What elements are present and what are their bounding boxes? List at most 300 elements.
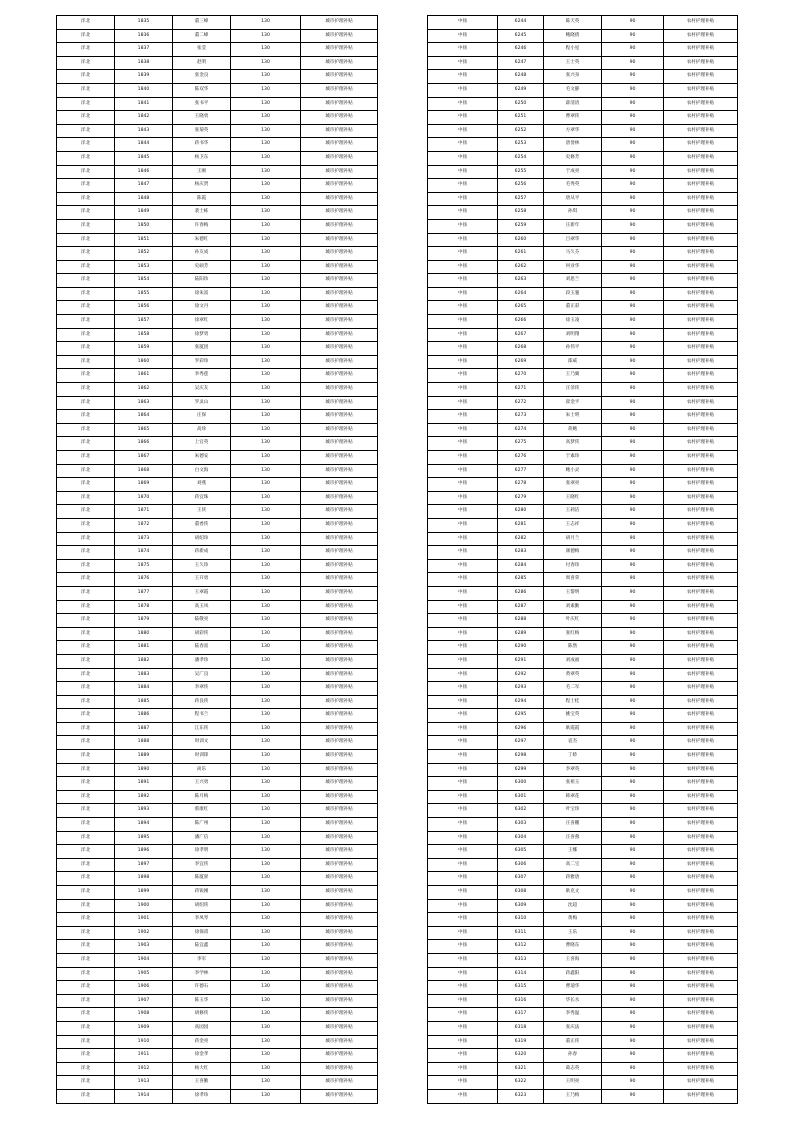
table-cell: 1905 [115, 967, 173, 981]
table-cell: 1899 [115, 886, 173, 900]
table-cell: 城市护理补贴 [301, 831, 378, 845]
table-row [428, 287, 738, 301]
table-cell: 130 [231, 124, 301, 138]
table-cell: 中扬 [428, 858, 498, 872]
table-cell: 农村护理补贴 [664, 219, 738, 233]
table-cell: 中扬 [428, 410, 498, 424]
table-cell: 1840 [115, 83, 173, 97]
table-cell: 中扬 [428, 423, 498, 437]
table-row [57, 97, 378, 111]
table-cell: 1879 [115, 614, 173, 628]
table-row [57, 383, 378, 397]
table-cell: 洋北 [57, 342, 115, 356]
table-cell: 90 [602, 1062, 664, 1076]
table-cell: 130 [231, 1049, 301, 1063]
table-cell: 洋北 [57, 383, 115, 397]
table-cell: 130 [231, 1062, 301, 1076]
table-cell: 城市护理补贴 [301, 505, 378, 519]
table-cell: 1846 [115, 165, 173, 179]
table-cell: 中扬 [428, 369, 498, 383]
table-cell: 陈玉华 [173, 994, 231, 1008]
table-cell: 农村护理补贴 [664, 586, 738, 600]
table-cell: 中扬 [428, 981, 498, 995]
table-cell: 洋北 [57, 559, 115, 573]
right-table-body [428, 16, 738, 1104]
table-row [428, 464, 738, 478]
table-cell: 时训锋 [173, 750, 231, 764]
table-cell: 城市护理补贴 [301, 111, 378, 125]
table-cell: 洋北 [57, 1089, 115, 1103]
table-row [57, 994, 378, 1008]
table-cell: 农村护理补贴 [664, 301, 738, 315]
table-cell: 孙春 [544, 1049, 602, 1063]
table-cell: 中扬 [428, 546, 498, 560]
table-cell: 130 [231, 383, 301, 397]
table-cell: 城市护理补贴 [301, 260, 378, 274]
table-cell: 1891 [115, 777, 173, 791]
table-cell: 鲍小灵 [544, 464, 602, 478]
table-row [57, 165, 378, 179]
table-cell: 6244 [498, 16, 544, 30]
table-cell: 陈天英 [544, 16, 602, 30]
table-cell: 刘燕 [173, 478, 231, 492]
table-cell: 90 [602, 124, 664, 138]
table-cell: 90 [602, 151, 664, 165]
table-row [57, 83, 378, 97]
table-cell: 潘广信 [173, 831, 231, 845]
table-cell: 90 [602, 1089, 664, 1103]
table-cell: 130 [231, 1076, 301, 1090]
table-cell: 6262 [498, 260, 544, 274]
table-row [428, 451, 738, 465]
table-cell: 城市护理补贴 [301, 913, 378, 927]
table-row [57, 600, 378, 614]
table-row [428, 43, 738, 57]
table-row [428, 124, 738, 138]
table-row [57, 953, 378, 967]
table-cell: 6298 [498, 750, 544, 764]
table-cell: 毛秀英 [544, 179, 602, 193]
table-cell: 洋北 [57, 29, 115, 43]
table-cell: 中扬 [428, 219, 498, 233]
table-cell: 中扬 [428, 396, 498, 410]
table-cell: 6275 [498, 437, 544, 451]
table-cell: 1878 [115, 600, 173, 614]
table-cell: 曹晓东 [544, 940, 602, 954]
table-row [57, 247, 378, 261]
table-cell: 洋北 [57, 165, 115, 179]
table-cell: 洋北 [57, 600, 115, 614]
table-cell: 农村护理补贴 [664, 641, 738, 655]
table-cell: 90 [602, 410, 664, 424]
table-cell: 许春梅 [173, 219, 231, 233]
table-cell: 90 [602, 913, 664, 927]
table-row [428, 97, 738, 111]
table-row [428, 1008, 738, 1022]
table-cell: 130 [231, 845, 301, 859]
table-cell: 城市护理补贴 [301, 247, 378, 261]
table-cell: 90 [602, 1021, 664, 1035]
table-cell: 城市护理补贴 [301, 151, 378, 165]
table-row [428, 219, 738, 233]
table-cell: 1842 [115, 111, 173, 125]
table-cell: 胡月兰 [544, 532, 602, 546]
table-cell: 1856 [115, 301, 173, 315]
table-cell: 农村护理补贴 [664, 315, 738, 329]
table-cell: 毛二军 [544, 682, 602, 696]
table-cell: 洋北 [57, 532, 115, 546]
table-cell: 130 [231, 233, 301, 247]
table-cell: 1868 [115, 464, 173, 478]
table-cell: 130 [231, 1035, 301, 1049]
table-row [57, 206, 378, 220]
table-cell: 王乐 [544, 926, 602, 940]
table-cell: 朱士明 [544, 410, 602, 424]
table-row [57, 858, 378, 872]
table-cell: 中扬 [428, 301, 498, 315]
table-cell: 中扬 [428, 233, 498, 247]
table-row [57, 763, 378, 777]
table-cell: 付春珍 [544, 559, 602, 573]
table-cell: 90 [602, 233, 664, 247]
table-cell: 农村护理补贴 [664, 56, 738, 70]
table-cell: 潘孝珍 [173, 654, 231, 668]
table-row [428, 573, 738, 587]
table-cell: 90 [602, 383, 664, 397]
table-cell: 130 [231, 627, 301, 641]
table-row [428, 29, 738, 43]
table-cell: 农村护理补贴 [664, 709, 738, 723]
table-cell: 城市护理补贴 [301, 383, 378, 397]
table-cell: 中扬 [428, 682, 498, 696]
table-cell: 90 [602, 138, 664, 152]
table-cell: 130 [231, 192, 301, 206]
table-cell: 6297 [498, 736, 544, 750]
table-cell: 洋北 [57, 260, 115, 274]
table-cell: 中扬 [428, 532, 498, 546]
table-cell: 王志祥 [544, 518, 602, 532]
table-row [57, 29, 378, 43]
table-cell: 1850 [115, 219, 173, 233]
table-cell: 农村护理补贴 [664, 736, 738, 750]
table-cell: 90 [602, 926, 664, 940]
table-cell: 130 [231, 886, 301, 900]
table-cell: 130 [231, 43, 301, 57]
table-cell: 农村护理补贴 [664, 355, 738, 369]
table-row [428, 736, 738, 750]
table-cell: 洋北 [57, 315, 115, 329]
table-cell: 城市护理补贴 [301, 722, 378, 736]
table-cell: 1901 [115, 913, 173, 927]
table-cell: 1898 [115, 872, 173, 886]
table-cell: 1839 [115, 70, 173, 84]
table-cell: 城市护理补贴 [301, 1035, 378, 1049]
table-row [428, 682, 738, 696]
table-cell: 陆阳珍 [173, 274, 231, 288]
table-cell: 农村护理补贴 [664, 383, 738, 397]
table-cell: 农村护理补贴 [664, 410, 738, 424]
table-cell: 中扬 [428, 165, 498, 179]
table-cell: 陈月梅 [173, 790, 231, 804]
table-cell: 130 [231, 926, 301, 940]
table-cell: 6260 [498, 233, 544, 247]
table-cell: 130 [231, 1021, 301, 1035]
table-row [428, 206, 738, 220]
table-cell: 农村护理补贴 [664, 1076, 738, 1090]
table-cell: 1902 [115, 926, 173, 940]
table-cell: 130 [231, 247, 301, 261]
table-cell: 徐孝珍 [173, 1089, 231, 1103]
table-cell: 农村护理补贴 [664, 206, 738, 220]
table-row [428, 641, 738, 655]
table-cell: 中扬 [428, 1089, 498, 1103]
table-row [428, 899, 738, 913]
table-row [428, 722, 738, 736]
table-cell: 农村护理补贴 [664, 505, 738, 519]
table-cell: 李宜侠 [173, 858, 231, 872]
table-row [57, 464, 378, 478]
table-row [428, 111, 738, 125]
table-cell: 洋北 [57, 206, 115, 220]
table-row [57, 654, 378, 668]
table-cell: 90 [602, 981, 664, 995]
table-cell: 农村护理补贴 [664, 994, 738, 1008]
table-row [428, 478, 738, 492]
table-cell: 城市护理补贴 [301, 355, 378, 369]
table-cell: 杨庆贤 [173, 179, 231, 193]
table-row [428, 872, 738, 886]
table-row [57, 736, 378, 750]
table-cell: 90 [602, 600, 664, 614]
table-cell: 农村护理补贴 [664, 872, 738, 886]
table-cell: 薛清清 [544, 97, 602, 111]
table-cell: 白文海 [173, 464, 231, 478]
table-cell: 徐孝明 [173, 845, 231, 859]
table-cell: 130 [231, 818, 301, 832]
table-row [428, 777, 738, 791]
table-cell: 中扬 [428, 111, 498, 125]
table-cell: 90 [602, 70, 664, 84]
table-cell: 洋北 [57, 858, 115, 872]
table-cell: 农村护理补贴 [664, 1008, 738, 1022]
table-cell: 90 [602, 29, 664, 43]
table-cell: 农村护理补贴 [664, 1062, 738, 1076]
table-cell: 城市护理补贴 [301, 83, 378, 97]
table-row [428, 274, 738, 288]
table-row [428, 1089, 738, 1103]
table-cell: 中扬 [428, 559, 498, 573]
table-cell: 城市护理补贴 [301, 777, 378, 791]
table-cell: 洋北 [57, 1076, 115, 1090]
table-cell: 90 [602, 423, 664, 437]
table-row [57, 16, 378, 30]
table-cell: 130 [231, 586, 301, 600]
table-cell: 90 [602, 872, 664, 886]
table-cell: 洋北 [57, 505, 115, 519]
table-cell: 6283 [498, 546, 544, 560]
table-cell: 中扬 [428, 383, 498, 397]
table-cell: 曹翠侠 [544, 111, 602, 125]
table-cell: 时训文 [173, 736, 231, 750]
table-cell: 朱德红 [173, 233, 231, 247]
table-cell: 90 [602, 97, 664, 111]
table-cell: 城市护理补贴 [301, 518, 378, 532]
table-row [57, 56, 378, 70]
table-cell: 毛文静 [544, 83, 602, 97]
table-cell: 李凤琴 [173, 913, 231, 927]
table-cell: 农村护理补贴 [664, 777, 738, 791]
table-cell: 农村护理补贴 [664, 423, 738, 437]
table-cell: 90 [602, 573, 664, 587]
table-cell: 唐从平 [544, 192, 602, 206]
table-cell: 90 [602, 179, 664, 193]
table-cell: 90 [602, 940, 664, 954]
table-cell: 城市护理补贴 [301, 981, 378, 995]
table-cell: 6258 [498, 206, 544, 220]
table-cell: 洋北 [57, 654, 115, 668]
table-cell: 王开勇 [173, 573, 231, 587]
table-row [428, 967, 738, 981]
table-cell: 董正侠 [544, 1035, 602, 1049]
table-cell: 城市护理补贴 [301, 1049, 378, 1063]
table-cell: 130 [231, 614, 301, 628]
table-cell: 中扬 [428, 451, 498, 465]
table-cell: 城市护理补贴 [301, 1089, 378, 1103]
table-row [57, 682, 378, 696]
table-cell: 洋北 [57, 83, 115, 97]
table-cell: 王乃梅 [544, 1089, 602, 1103]
table-cell: 农村护理补贴 [664, 478, 738, 492]
table-cell: 洋北 [57, 845, 115, 859]
table-cell: 90 [602, 301, 664, 315]
table-cell: 1900 [115, 899, 173, 913]
table-cell: 洋北 [57, 872, 115, 886]
table-cell: 1889 [115, 750, 173, 764]
table-row [57, 967, 378, 981]
table-cell: 130 [231, 396, 301, 410]
table-cell: 1880 [115, 627, 173, 641]
table-cell: 中扬 [428, 1049, 498, 1063]
table-cell: 130 [231, 423, 301, 437]
table-cell: 城市护理补贴 [301, 804, 378, 818]
table-row [57, 315, 378, 329]
table-cell: 农村护理补贴 [664, 1035, 738, 1049]
table-row [428, 315, 738, 329]
table-cell: 90 [602, 464, 664, 478]
table-cell: 6256 [498, 179, 544, 193]
table-cell: 洋北 [57, 233, 115, 247]
table-row [57, 287, 378, 301]
table-cell: 6272 [498, 396, 544, 410]
table-cell: 130 [231, 695, 301, 709]
table-cell: 中扬 [428, 43, 498, 57]
table-cell: 1876 [115, 573, 173, 587]
table-cell: 叶宝珍 [544, 804, 602, 818]
table-cell: 农村护理补贴 [664, 328, 738, 342]
table-cell: 城市护理补贴 [301, 328, 378, 342]
table-row [57, 790, 378, 804]
table-cell: 1892 [115, 790, 173, 804]
table-cell: 6289 [498, 627, 544, 641]
table-cell: 城市护理补贴 [301, 940, 378, 954]
table-cell: 1887 [115, 722, 173, 736]
table-cell: 洋北 [57, 219, 115, 233]
table-cell: 1870 [115, 491, 173, 505]
table-cell: 洋北 [57, 1062, 115, 1076]
table-cell: 农村护理补贴 [664, 695, 738, 709]
table-cell: 唐誉林 [544, 138, 602, 152]
table-cell: 洋北 [57, 994, 115, 1008]
table-row [428, 886, 738, 900]
table-cell: 1849 [115, 206, 173, 220]
table-cell: 王侠 [173, 505, 231, 519]
table-cell: 130 [231, 518, 301, 532]
table-cell: 洋北 [57, 328, 115, 342]
table-row [57, 179, 378, 193]
table-cell: 洋北 [57, 410, 115, 424]
table-cell: 农村护理补贴 [664, 981, 738, 995]
table-cell: 6267 [498, 328, 544, 342]
table-row [428, 328, 738, 342]
table-cell: 6318 [498, 1021, 544, 1035]
table-row [428, 790, 738, 804]
table-cell: 130 [231, 559, 301, 573]
table-cell: 90 [602, 953, 664, 967]
table-cell: 庄保 [173, 410, 231, 424]
table-cell: 6246 [498, 43, 544, 57]
table-row [428, 818, 738, 832]
table-cell: 城市护理补贴 [301, 709, 378, 723]
table-cell: 李秀莲 [173, 369, 231, 383]
table-cell: 6271 [498, 383, 544, 397]
table-cell: 农村护理补贴 [664, 614, 738, 628]
table-row [57, 369, 378, 383]
table-cell: 胡修侠 [173, 1008, 231, 1022]
table-cell: 农村护理补贴 [664, 913, 738, 927]
table-cell: 90 [602, 1008, 664, 1022]
table-cell: 胡绍珍 [173, 532, 231, 546]
table-cell: 蒋鑫阳 [544, 967, 602, 981]
table-cell: 洋北 [57, 736, 115, 750]
table-cell: 130 [231, 709, 301, 723]
table-cell: 葛志英 [544, 1062, 602, 1076]
table-cell: 城市护理补贴 [301, 491, 378, 505]
table-cell: 6281 [498, 518, 544, 532]
table-row [57, 981, 378, 995]
table-cell: 中扬 [428, 464, 498, 478]
table-cell: 90 [602, 682, 664, 696]
table-cell: 130 [231, 138, 301, 152]
table-cell: 中扬 [428, 926, 498, 940]
table-cell: 洋北 [57, 899, 115, 913]
table-cell: 李翠侠 [173, 682, 231, 696]
table-row [57, 1076, 378, 1090]
table-cell: 洋北 [57, 573, 115, 587]
table-cell: 6265 [498, 301, 544, 315]
table-cell: 王明亮 [544, 1076, 602, 1090]
table-row [57, 777, 378, 791]
table-cell: 中扬 [428, 790, 498, 804]
table-cell: 董二峰 [173, 29, 231, 43]
table-cell: 张翠亮 [544, 478, 602, 492]
table-cell: 农村护理补贴 [664, 274, 738, 288]
table-cell: 6280 [498, 505, 544, 519]
table-cell: 农村护理补贴 [664, 763, 738, 777]
table-cell: 城市护理补贴 [301, 899, 378, 913]
table-cell: 1912 [115, 1062, 173, 1076]
table-cell: 90 [602, 111, 664, 125]
table-cell: 城市护理补贴 [301, 451, 378, 465]
